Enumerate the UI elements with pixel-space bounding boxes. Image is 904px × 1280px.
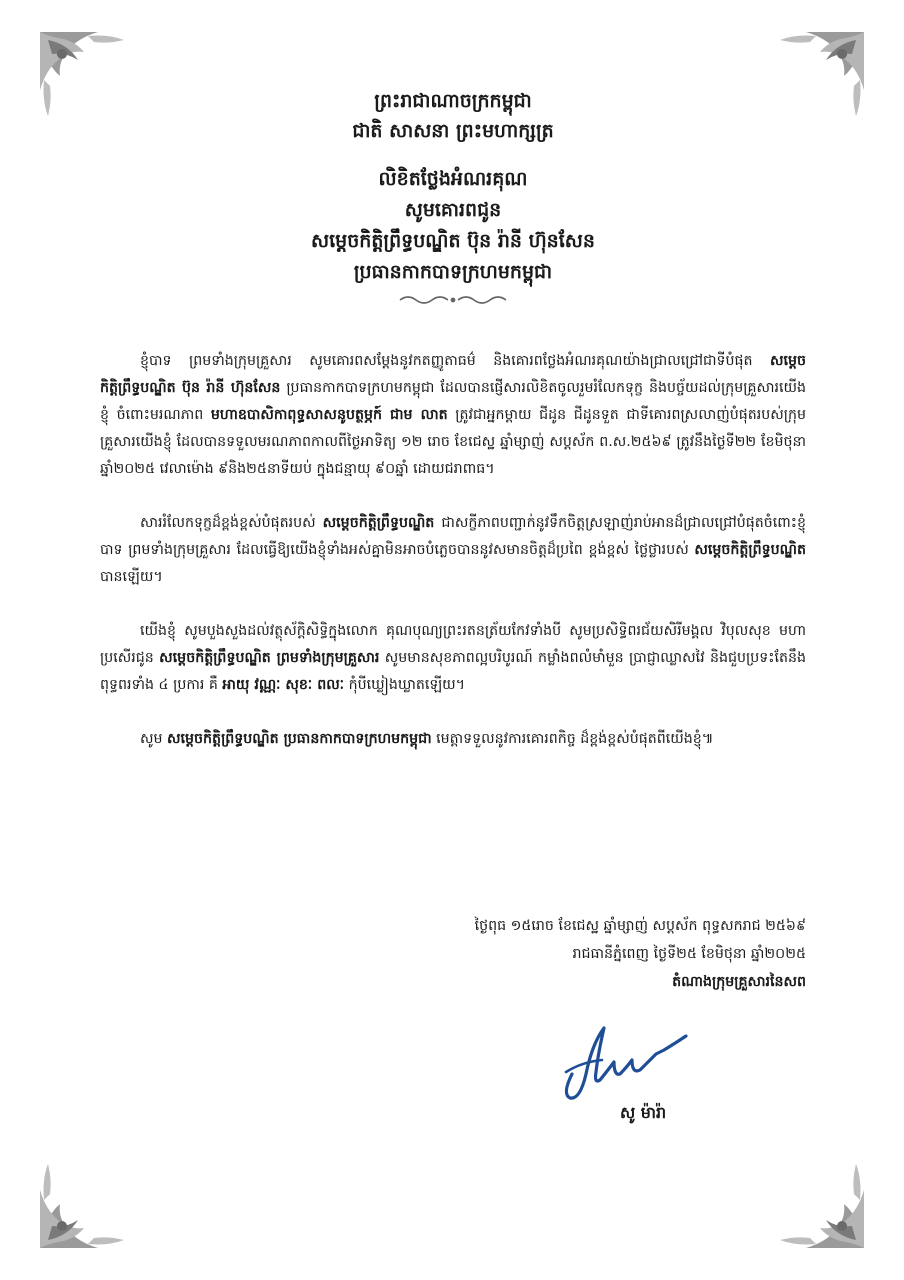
p3-bold-a: សម្តេចកិត្តិព្រឹទ្ធបណ្ឌិត ព្រមទាំងក្រុមគ្រួសារ [159,650,380,666]
p4-text-c: មេត្តាទទួលនូវការគោរពកិច្ច ដ៏ខ្ពង់ខ្ពស់បំផុតពីយើងខ្ញុំ៕ [431,731,714,747]
letter-title: លិខិតថ្លែងអំណរគុណ [378,168,528,190]
p1-text-e: ត្រូវជាអ្នកម្តាយ ជីដូន ជីដូនទួត ជាទីគោរពស្រលាញ់បំផុតរបស់ក្រុមគ្រួសារយើងខ្ញុំ ដែលបានទទួលមរណភាពកាលពីថ្ងៃអាទិត្យ ១២ រោច ខែជេស្ឋ ឆ្នាំម្សាញ់ សប្តស័ក ព.ស.២៥៦៩ ត្រូវនឹងថ្ងៃទី២២ ខែមិថុនា ឆ្នាំ២០២៥ វេលាម៉ោង ៩និង២៥នាទីយប់ ក្នុងជន្មាយុ ៩០ឆ្នាំ ដោយជរាពាធ។ [100,407,806,477]
p2-bold-b: សម្តេចកិត្តិព្រឹទ្ធបណ្ឌិត [694,542,806,558]
p2-text-e: បានឡើយ។ [100,569,163,585]
salutation: សូមគោរពជូន [404,199,502,221]
paragraph-1 [100,348,806,483]
closing-block [475,912,806,996]
solar-date: រាជធានីភ្នំពេញ ថ្ងៃទី២៥ ខែមិថុនា ឆ្នាំ២០២៥ [572,946,806,962]
divider-ornament-icon [100,294,806,308]
p3-bold-b: អាយុ វណ្ណៈ សុខៈ ពលៈ [222,677,345,693]
kingdom-name: ព្រះរាជាណាចក្រកម្ពុជា [374,90,532,112]
p4-text-a: សូម [140,731,168,747]
representative-label: តំណាងក្រុមគ្រួសារនៃសព [672,974,806,990]
paragraph-3 [100,618,806,699]
p1-text-a: ខ្ញុំបាទ ព្រមទាំងក្រុមគ្រួសារ សូមគោរពសម្តែងនូវកតញ្ញូតាធម៌ និងគោរពថ្លែងអំណរគុណយ៉ាងជ្រាលជ្រៅជាទីបំផុត [140,353,770,369]
national-motto: ជាតិ សាសនា ព្រះមហាក្សត្រ [352,120,554,142]
p3-text-a: យើងខ្ញុំ សូមបួងសួងដល់វត្ថុស័ក្តិសិទ្ធិក្នុងលោក គុណបុណ្យព្រះរតនត្រ័យកែវទាំងបី សូមប្រសិទ្ធិពរជ័យសិរីមង្គល វិបុលសុខ មហាប្រសើរជូន [100,623,806,666]
letter-page [100,86,806,1226]
p1-bold-deceased: មហាឧបាសិកាពុទ្ធសាសនូបត្ថម្ភក៍ ជាម លាត [210,407,448,423]
p2-bold-a: សម្តេចកិត្តិព្រឹទ្ធបណ្ឌិត [322,515,435,531]
p2-text-a: សាររំលែកទុក្ខដ៏ខ្ពង់ខ្ពស់បំផុតរបស់ [140,515,323,531]
p2-text-c: ជាសក្ខីភាពបញ្ជាក់នូវទឹកចិត្តស្រឡាញ់រាប់អានដ៏ជ្រាលជ្រៅបំផុតចំពោះខ្ញុំបាទ ព្រមទាំងក្រុមគ្រួសារ ដែលធ្វើឱ្យយើងខ្ញុំទាំងអស់គ្នាមិនអាចបំភ្លេចបាននូវសមានចិត្តដ៏ប្រពៃ ខ្ពង់ខ្ពស់ ថ្លៃថ្លារបស់ [100,515,806,558]
paragraph-2 [100,510,806,591]
paragraph-4 [100,726,806,753]
p4-bold-a: សម្តេចកិត្តិព្រឹទ្ធបណ្ឌិត ប្រធានកាកបាទក្រហមកម្ពុជា [167,731,432,747]
signature-icon [552,1014,692,1104]
p3-text-c: សូមមានសុខភាពល្អបរិបូរណ៍ កម្លាំងពលំមាំមួន ប្រាជ្ញាឈ្លាសវៃ និងជួបប្រទះតែនឹងពុទ្ធពរទាំង ៤ ប្រការ គឺ [100,650,806,693]
p1-bold-recipient: សម្តេចកិត្តិព្រឹទ្ធបណ្ឌិត ប៊ុន រ៉ានី ហ៊ុនសែន [100,353,806,396]
recipient-name: សម្តេចកិត្តិព្រឹទ្ធបណ្ឌិត ប៊ុន រ៉ានី ហ៊ុនសែន [311,230,595,252]
p3-text-e: កុំបីឃ្លៀងឃ្លាតឡើយ។ [344,677,466,693]
signer-name: សូ ម៉ារ៉ា [620,1103,667,1122]
recipient-title: ប្រធានកាកបាទក្រហមកម្ពុជា [353,261,553,283]
lunar-date: ថ្ងៃពុធ ១៥រោច ខែជេស្ឋ ឆ្នាំម្សាញ់ សប្តស័ក ពុទ្ធសករាជ ២៥៦៩ [474,918,806,934]
letter-header [100,86,806,308]
letter-body [100,348,806,753]
p1-text-c: ប្រធានកាកបាទក្រហមកម្ពុជា ដែលបានផ្ញើសារលិខិតចូលរួមរំលែកទុក្ខ និងបច្ច័យដល់ក្រុមគ្រួសារយើងខ្ញុំ ចំពោះមរណភាព [100,380,807,423]
